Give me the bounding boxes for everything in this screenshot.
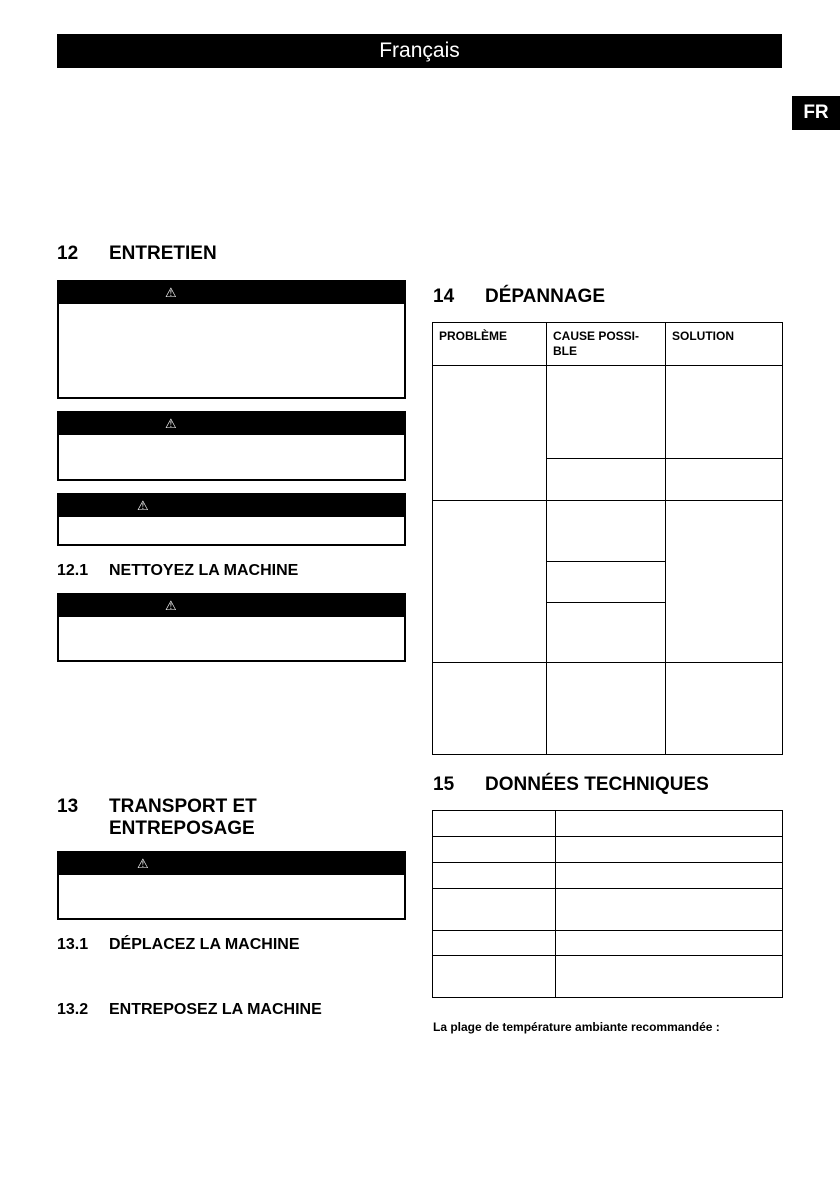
section-title: DONNÉES TECHNIQUES — [485, 774, 709, 795]
table-cell — [547, 459, 666, 501]
warning-triangle-icon: ⚠ — [165, 598, 177, 613]
section-13-2-heading — [57, 1001, 322, 1019]
table-row — [433, 366, 783, 459]
section-title: DÉPLACEZ LA MACHINE — [109, 936, 300, 953]
table-cell — [433, 889, 556, 931]
table-row — [433, 931, 783, 956]
warning-header — [59, 495, 404, 517]
section-title-line-2: ENTREPOSAGE — [109, 818, 255, 839]
section-14-heading — [433, 286, 605, 308]
language-title-bar: Français — [57, 34, 782, 68]
warning-triangle-icon: ⚠ — [165, 285, 177, 300]
section-number: 12.1 — [57, 562, 89, 579]
table-cell — [433, 811, 556, 837]
warning-box — [57, 411, 406, 481]
table-cell — [556, 837, 783, 863]
section-title: ENTRETIEN — [109, 243, 217, 264]
table-cell — [666, 501, 783, 663]
section-title: DÉPANNAGE — [485, 286, 605, 307]
warning-header — [59, 853, 404, 875]
section-number: 13.1 — [57, 936, 89, 953]
warning-header — [59, 595, 404, 617]
table-row — [433, 863, 783, 889]
warning-triangle-icon: ⚠ — [165, 416, 177, 431]
warning-box — [57, 493, 406, 546]
section-title-line-1: TRANSPORT ET — [109, 796, 257, 817]
table-row — [433, 889, 783, 931]
table-cell — [556, 811, 783, 837]
column-header-solution: SOLUTION — [666, 323, 783, 366]
table-cell — [433, 663, 547, 755]
table-cell — [556, 956, 783, 998]
section-number: 13.2 — [57, 1001, 89, 1018]
warning-box — [57, 280, 406, 399]
warning-box — [57, 593, 406, 662]
column-header-cause: CAUSE POSSI- BLE — [547, 323, 666, 366]
language-tab: FR — [792, 96, 840, 130]
table-cell — [433, 956, 556, 998]
table-cell — [666, 663, 783, 755]
section-number: 14 — [433, 286, 455, 307]
table-header-row — [433, 323, 783, 366]
table-cell — [666, 366, 783, 459]
column-header-problem: PROBLÈME — [433, 323, 547, 366]
section-number: 12 — [57, 243, 79, 264]
table-cell — [547, 663, 666, 755]
table-cell — [556, 931, 783, 956]
warning-triangle-icon: ⚠ — [137, 856, 149, 871]
section-number: 15 — [433, 774, 455, 795]
warning-header — [59, 282, 404, 304]
section-13-1-heading — [57, 936, 300, 954]
table-cell — [433, 501, 547, 663]
ambient-temperature-note: La plage de température ambiante recommandée : — [433, 1020, 720, 1034]
section-13-heading — [57, 796, 257, 840]
table-cell — [547, 366, 666, 459]
table-row — [433, 837, 783, 863]
table-cell — [433, 366, 547, 501]
table-cell — [556, 863, 783, 889]
table-row — [433, 663, 783, 755]
section-12-heading — [57, 243, 217, 265]
table-row — [433, 956, 783, 998]
section-12-1-heading — [57, 562, 298, 580]
table-row — [433, 811, 783, 837]
warning-box — [57, 851, 406, 920]
technical-data-table — [432, 810, 783, 998]
table-cell — [547, 501, 666, 562]
section-15-heading — [433, 774, 709, 796]
table-cell — [433, 931, 556, 956]
table-cell — [433, 837, 556, 863]
section-title: NETTOYEZ LA MACHINE — [109, 562, 299, 579]
table-cell — [433, 863, 556, 889]
troubleshooting-table — [432, 322, 783, 755]
warning-header — [59, 413, 404, 435]
table-cell — [556, 889, 783, 931]
table-cell — [547, 562, 666, 603]
section-title: ENTREPOSEZ LA MACHINE — [109, 1001, 322, 1018]
section-number: 13 — [57, 796, 79, 817]
table-row — [433, 501, 783, 562]
table-cell — [547, 603, 666, 663]
warning-triangle-icon: ⚠ — [137, 498, 149, 513]
table-cell — [666, 459, 783, 501]
